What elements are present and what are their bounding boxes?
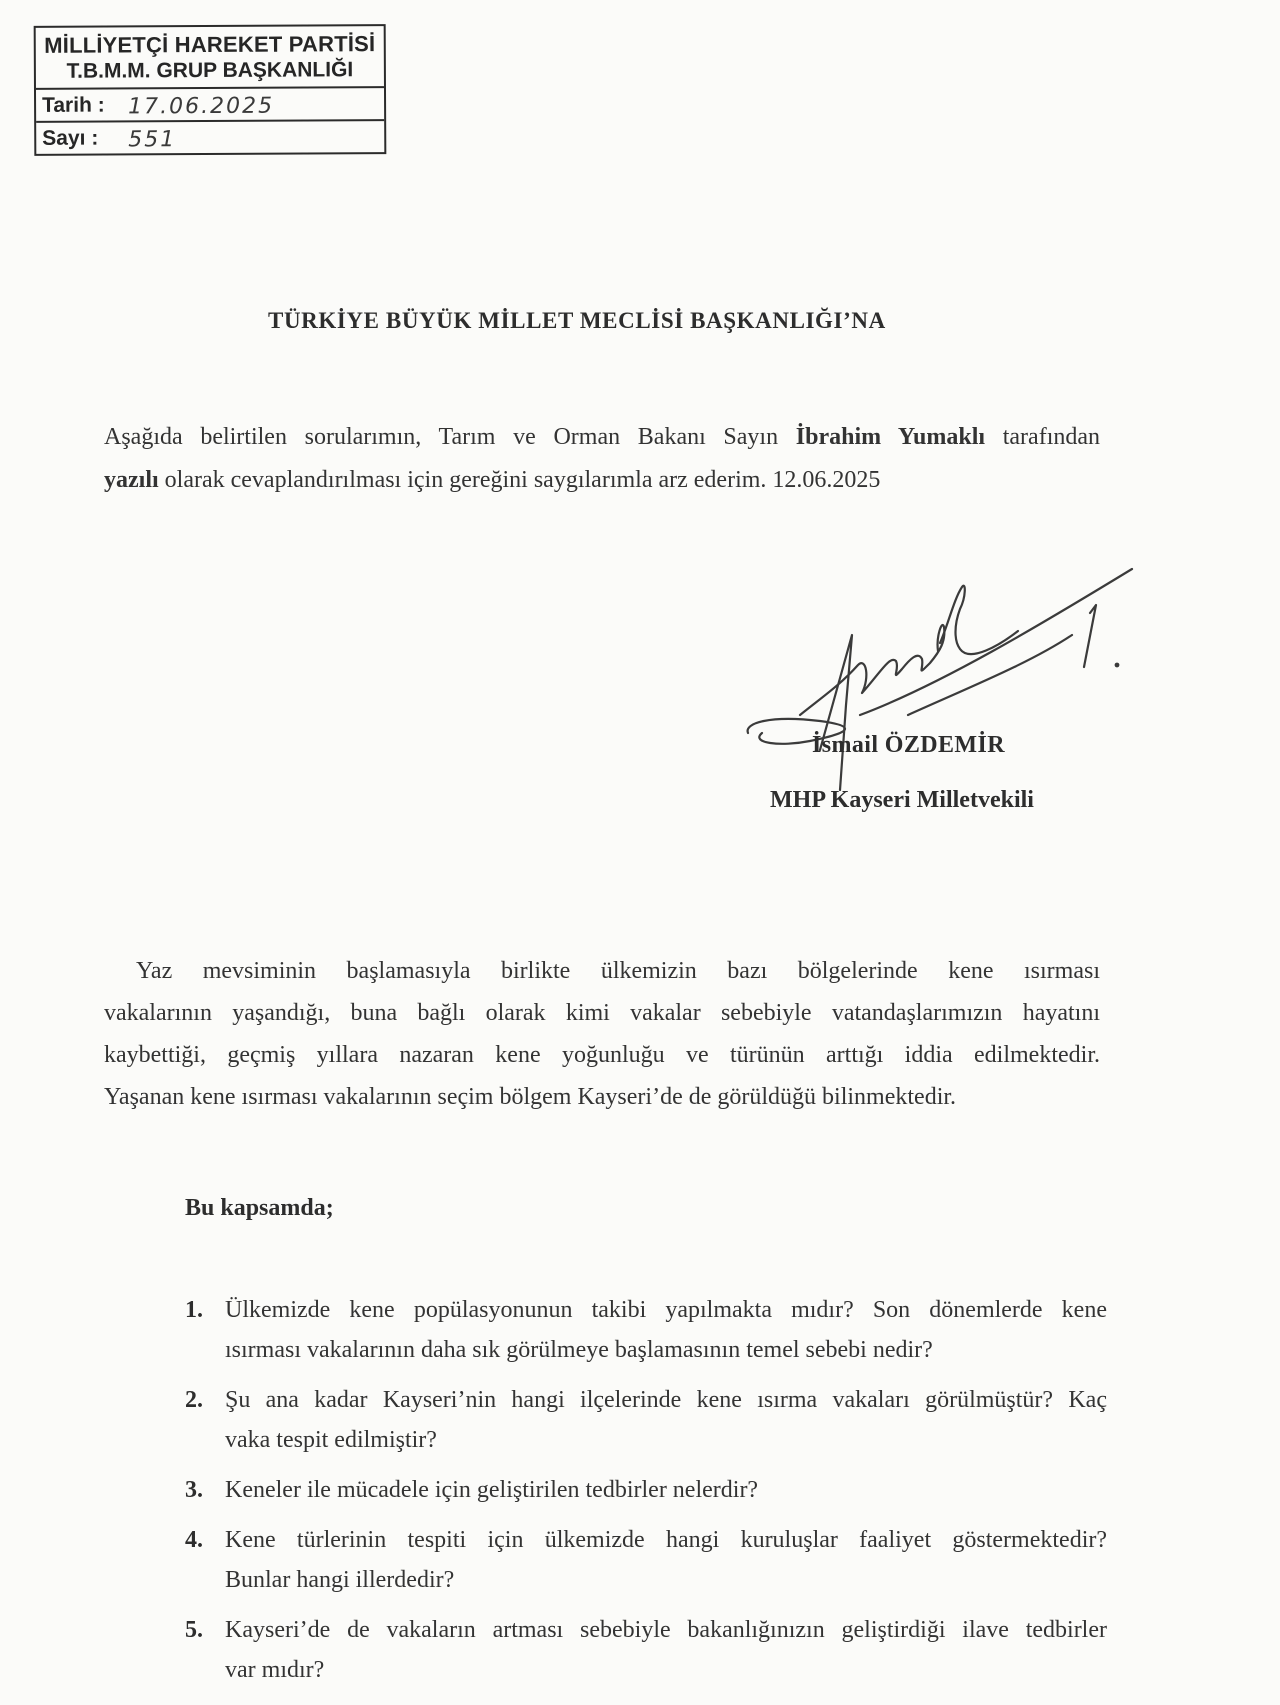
- document-heading: TÜRKİYE BÜYÜK MİLLET MECLİSİ BAŞKANLIĞI’NA: [268, 308, 886, 333]
- stamp-number-value: 551: [128, 127, 177, 153]
- signer-name: İsmail ÖZDEMİR: [812, 732, 1005, 758]
- question-line: vaka tespit edilmiştir?: [225, 1427, 437, 1453]
- question-item: [185, 1610, 1107, 1690]
- question-line: var mıdır?: [225, 1657, 325, 1683]
- question-number: 5.: [185, 1617, 203, 1643]
- stamp-date-row: [36, 88, 384, 121]
- question-item: [185, 1380, 1107, 1460]
- stamp-date-label: Tarih :: [42, 93, 105, 117]
- stamp-date-value: 17.06.2025: [128, 93, 275, 120]
- question-item: [185, 1290, 1107, 1370]
- question-item: [185, 1520, 1107, 1600]
- signature-icon: [740, 565, 1150, 795]
- question-line: Ülkemizde kene popülasyonunun takibi yapılmakta mıdır? Son dönemlerde kene: [225, 1297, 1107, 1323]
- question-list: [185, 1290, 1107, 1700]
- scope-subheading: Bu kapsamda;: [185, 1195, 334, 1221]
- body-line: kaybettiği, geçmiş yıllara nazaran kene yoğunluğu ve türünün arttığı iddia edilmektedir.: [104, 1042, 1100, 1068]
- question-number: 4.: [185, 1527, 203, 1553]
- question-number: 3.: [185, 1477, 203, 1503]
- signer-title: MHP Kayseri Milletvekili: [770, 787, 1034, 813]
- stamp-party-name: MİLLİYETÇİ HAREKET PARTİSİ: [44, 31, 376, 58]
- stamp-number-row: [36, 119, 384, 154]
- question-line: Bunlar hangi illerdedir?: [225, 1567, 455, 1593]
- question-line: Kayseri’de de vakaların artması sebebiyle bakanlığınızın geliştirdiği ilave tedbirler: [225, 1617, 1107, 1643]
- body-line: Yaşanan kene ısırması vakalarının seçim bölgem Kayseri’de de görüldüğü bilinmektedir.: [104, 1084, 957, 1110]
- written-emphasis: yazılı: [104, 467, 159, 493]
- intro-text: tarafından: [985, 424, 1101, 450]
- body-line: Yaz mevsiminin başlamasıyla birlikte ülkemizin bazı bölgelerinde kene ısırması: [136, 958, 1100, 984]
- question-line: Şu ana kadar Kayseri’nin hangi ilçelerinde kene ısırma vakaları görülmüştür? Kaç: [225, 1387, 1107, 1413]
- question-line: Kene türlerinin tespiti için ülkemizde hangi kuruluşlar faaliyet göstermektedir?: [225, 1527, 1107, 1553]
- stamp-office-name: T.B.M.M. GRUP BAŞKANLIĞI: [66, 58, 354, 83]
- official-stamp: [34, 24, 387, 156]
- question-number: 1.: [185, 1297, 203, 1323]
- stamp-number-label: Sayı :: [42, 126, 99, 150]
- intro-line: [104, 459, 1100, 502]
- body-line: vakalarının yaşandığı, buna bağlı olarak kimi vakalar sebebiyle vatandaşlarımızın hayatını: [104, 1000, 1100, 1026]
- question-line: Keneler ile mücadele için geliştirilen tedbirler nelerdir?: [225, 1477, 759, 1503]
- stamp-header: [36, 26, 384, 90]
- body-paragraph: [104, 950, 1100, 1118]
- question-line: ısırması vakalarının daha sık görülmeye başlamasının temel sebebi nedir?: [225, 1337, 933, 1363]
- question-item: [185, 1470, 1107, 1510]
- question-number: 2.: [185, 1387, 203, 1413]
- intro-text: olarak cevaplandırılması için gereğini saygılarımla arz ederim. 12.06.2025: [158, 467, 881, 493]
- intro-line: [104, 416, 1100, 459]
- intro-text: Aşağıda belirtilen sorularımın, Tarım ve Orman Bakanı Sayın: [104, 424, 796, 450]
- intro-paragraph: [104, 416, 1100, 502]
- minister-name: İbrahim Yumaklı: [795, 424, 986, 450]
